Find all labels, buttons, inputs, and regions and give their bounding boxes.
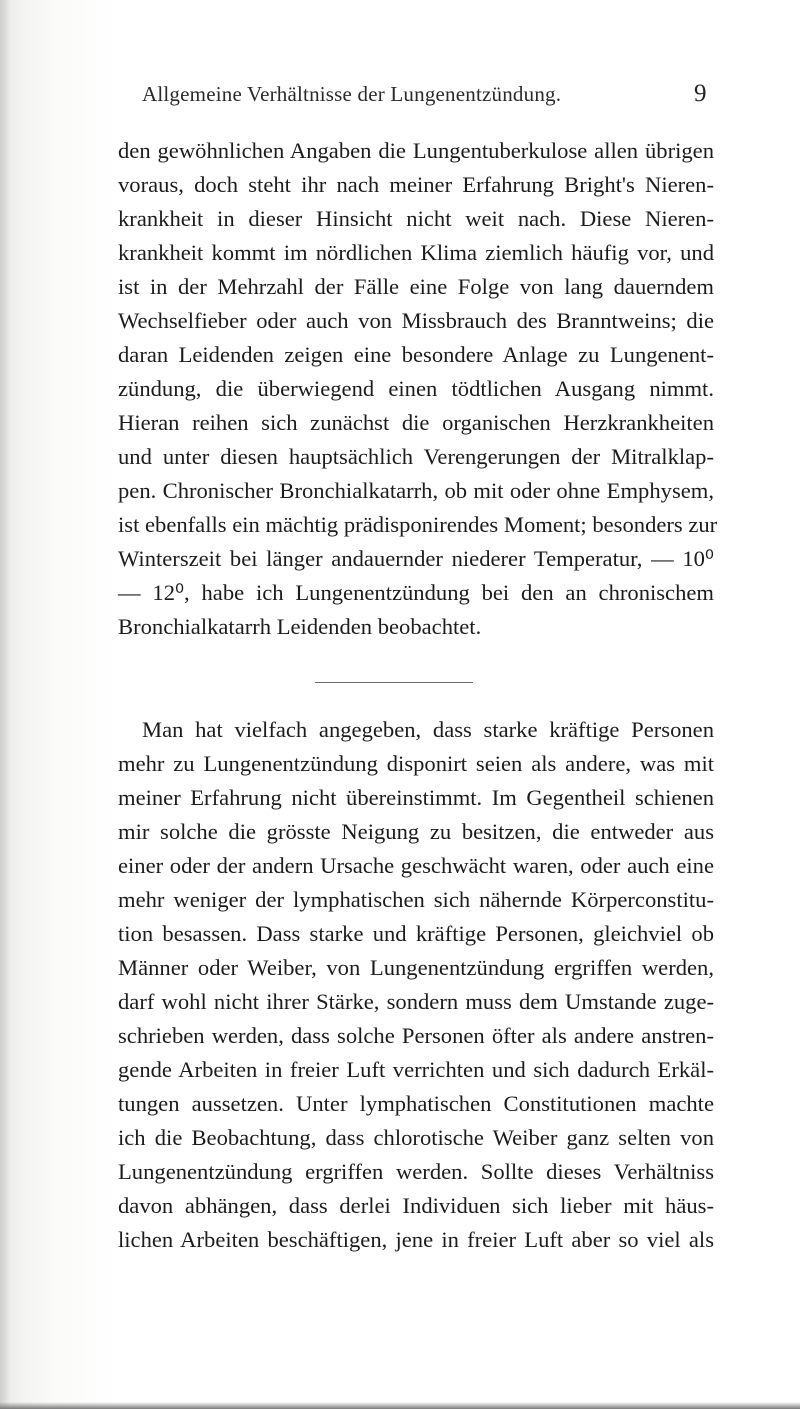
page-header bbox=[0, 80, 800, 114]
text-line: zündung, die überwiegend einen tödtlichen Ausgang nimmt. bbox=[118, 376, 714, 401]
text-line: Bronchialkatarrh Leidenden beobachtet. bbox=[118, 614, 482, 639]
text-line: — 12⁰, habe ich Lungenentzündung bei den an chronischem bbox=[118, 580, 714, 605]
text-line: Männer oder Weiber, von Lungenentzündung ergriffen werden, bbox=[118, 955, 714, 980]
text-line: ich die Beobachtung, dass chlorotische Weiber ganz selten von bbox=[118, 1125, 714, 1150]
running-head: Allgemeine Verhältnisse der Lungenentzündung. bbox=[142, 82, 562, 106]
page-number: 9 bbox=[694, 80, 707, 107]
text-line: lichen Arbeiten beschäftigen, jene in freier Luft aber so viel als bbox=[118, 1227, 714, 1252]
text-line: schrieben werden, dass solche Personen öfter als andere anstren- bbox=[118, 1023, 714, 1048]
text-line: Hieran reihen sich zunächst die organischen Herzkrankheiten bbox=[118, 410, 714, 435]
text-line: den gewöhnlichen Angaben die Lungentuberkulose allen übrigen bbox=[118, 138, 714, 163]
text-line: mehr zu Lungenentzündung disponirt seien als andere, was mit bbox=[118, 751, 714, 776]
text-line: voraus, doch steht ihr nach meiner Erfahrung Bright's Nieren- bbox=[118, 172, 714, 197]
text-line: meiner Erfahrung nicht übereinstimmt. Im Gegentheil schienen bbox=[118, 785, 714, 810]
text-line: krankheit in dieser Hinsicht nicht weit nach. Diese Nieren- bbox=[118, 206, 714, 231]
paragraph-1 bbox=[118, 134, 718, 644]
text-line: tungen aussetzen. Unter lymphatischen Constitutionen machte bbox=[118, 1091, 714, 1116]
text-line: darf wohl nicht ihrer Stärke, sondern muss dem Umstande zuge- bbox=[118, 989, 714, 1014]
text-line: Lungenentzündung ergriffen werden. Sollte dieses Verhältniss bbox=[118, 1159, 714, 1184]
text-line: Wechselfieber oder auch von Missbrauch des Branntweins; die bbox=[118, 308, 714, 333]
text-line: tion besassen. Dass starke und kräftige Personen, gleichviel ob bbox=[118, 921, 714, 946]
text-line: daran Leidenden zeigen eine besondere Anlage zu Lungenent- bbox=[118, 342, 714, 367]
text-line: Man hat vielfach angegeben, dass starke kräftige Personen bbox=[142, 717, 714, 742]
text-line: ist in der Mehrzahl der Fälle eine Folge von lang dauerndem bbox=[118, 274, 714, 299]
page-gutter-shadow bbox=[0, 0, 10, 1409]
text-line: und unter diesen hauptsächlich Verengerungen der Mitralklap- bbox=[118, 444, 714, 469]
page-bottom-edge bbox=[0, 1402, 800, 1409]
paragraph-2 bbox=[118, 713, 714, 1257]
text-line: davon abhängen, dass derlei Individuen sich lieber mit häus- bbox=[118, 1193, 714, 1218]
text-line: ist ebenfalls ein mächtig prädisponirendes Moment; besonders zur bbox=[118, 512, 718, 537]
text-line: pen. Chronischer Bronchialkatarrh, ob mit oder ohne Emphysem, bbox=[118, 478, 714, 503]
section-divider bbox=[315, 682, 473, 683]
text-line: gende Arbeiten in freier Luft verrichten und sich dadurch Erkäl- bbox=[118, 1057, 714, 1082]
text-line: einer oder der andern Ursache geschwächt waren, oder auch eine bbox=[118, 853, 714, 878]
text-line: Winterszeit bei länger andauernder niederer Temperatur, — 10⁰ bbox=[118, 546, 714, 571]
text-line: krankheit kommt im nördlichen Klima ziemlich häufig vor, und bbox=[118, 240, 714, 265]
text-line: mehr weniger der lymphatischen sich nähernde Körperconstitu- bbox=[118, 887, 714, 912]
text-line: mir solche die grösste Neigung zu besitzen, die entweder aus bbox=[118, 819, 714, 844]
